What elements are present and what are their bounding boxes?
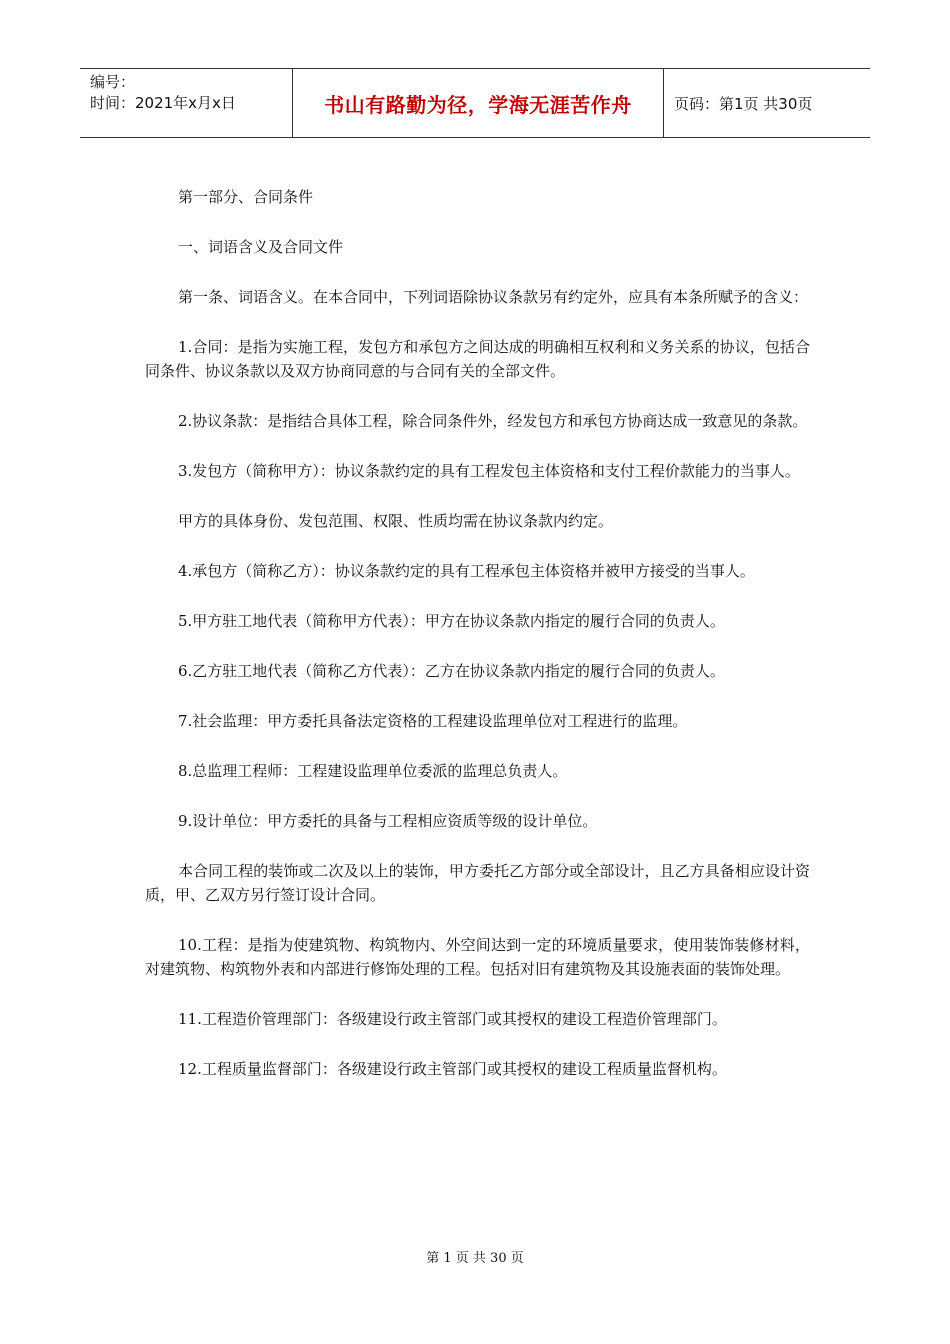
paragraph: 10.工程：是指为使建筑物、构筑物内、外空间达到一定的环境质量要求，使用装饰装修材料，对建筑物、构筑物外表和内部进行修饰处理的工程。包括对旧有建筑物及其设施表面的装饰处理。 — [145, 936, 810, 978]
paragraph: 第一条、词语含义。在本合同中，下列词语除协议条款另有约定外，应具有本条所赋予的含义： — [178, 288, 809, 306]
paragraph: 9.设计单位：甲方委托的具备与工程相应资质等级的设计单位。 — [178, 812, 598, 830]
header-motto: 书山有路勤为径，学海无涯苦作舟 — [292, 69, 664, 137]
paragraph: 本合同工程的装饰或二次及以上的装饰，甲方委托乙方部分或全部设计，且乙方具备相应设计资质，甲、乙双方另行签订设计合同。 — [145, 862, 810, 904]
paragraph: 甲方的具体身份、发包范围、权限、性质均需在协议条款内约定。 — [178, 512, 614, 530]
paragraph: 8.总监理工程师：工程建设监理单位委派的监理总负责人。 — [178, 762, 568, 780]
paragraph: 1.合同：是指为实施工程，发包方和承包方之间达成的明确相互权利和义务关系的协议，包括合同条件、协议条款以及双方协商同意的与合同有关的全部文件。 — [145, 338, 810, 380]
document-body — [145, 185, 810, 1107]
paragraph: 11.工程造价管理部门：各级建设行政主管部门或其授权的建设工程造价管理部门。 — [178, 1010, 727, 1028]
number-label: 编号： — [90, 73, 136, 91]
paragraph: 4.承包方（简称乙方）：协议条款约定的具有工程承包主体资格并被甲方接受的当事人。 — [178, 562, 755, 580]
subsection-heading: 一、词语含义及合同文件 — [178, 238, 344, 256]
header-page-info: 页码：第1页 共30页 — [674, 94, 813, 113]
paragraph: 12.工程质量监督部门：各级建设行政主管部门或其授权的建设工程质量监督机构。 — [178, 1060, 727, 1078]
date-label: 时间：2021年x月x日 — [90, 94, 236, 112]
paragraph: 6.乙方驻工地代表（简称乙方代表）：乙方在协议条款内指定的履行合同的负责人。 — [178, 662, 725, 680]
paragraph: 3.发包方（简称甲方）：协议条款约定的具有工程发包主体资格和支付工程价款能力的当事人。 — [178, 462, 800, 480]
page-header — [80, 68, 870, 138]
paragraph: 2.协议条款：是指结合具体工程，除合同条件外，经发包方和承包方协商达成一致意见的条款。 — [178, 412, 808, 430]
paragraph: 5.甲方驻工地代表（简称甲方代表）：甲方在协议条款内指定的履行合同的负责人。 — [178, 612, 725, 630]
header-meta — [80, 69, 292, 137]
page-footer: 第 1 页 共 30 页 — [426, 1251, 524, 1266]
paragraph: 7.社会监理：甲方委托具备法定资格的工程建设监理单位对工程进行的监理。 — [178, 712, 688, 730]
section-heading: 第一部分、合同条件 — [178, 188, 314, 206]
